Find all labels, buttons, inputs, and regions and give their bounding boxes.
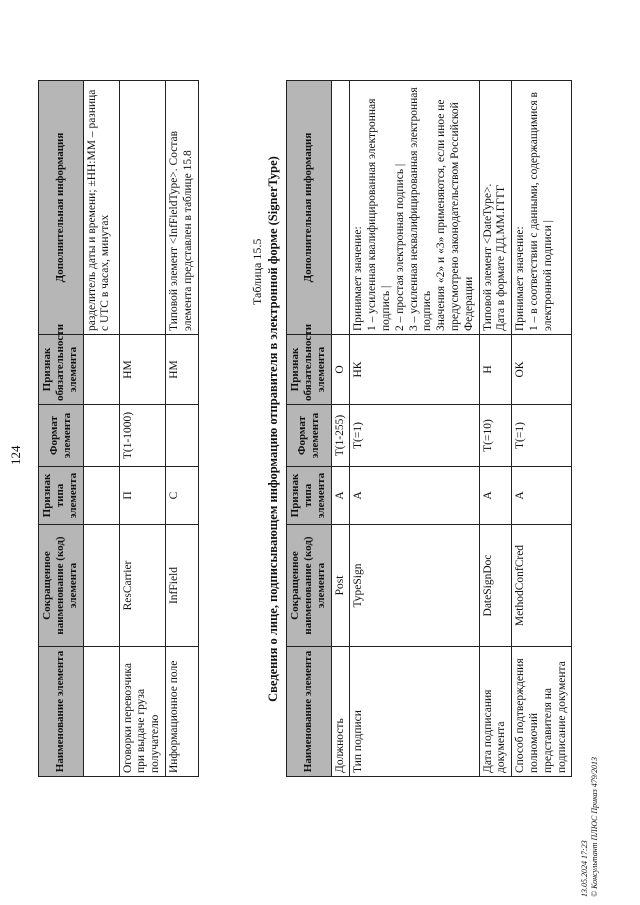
header-cell: Наименование элемента [39, 647, 84, 777]
table-row [512, 81, 572, 777]
element-type: А [350, 467, 479, 525]
element-format: T(=10) [479, 405, 512, 467]
element-format [165, 405, 198, 467]
element-code: DateSignDoc [479, 525, 512, 647]
info-cell: Типовой элемент <InfFieldType>. Состав элемента представлен в таблице 15.8 [165, 81, 198, 335]
header-cell: Признак обязательности элемента [39, 335, 84, 405]
element-type: С [165, 467, 198, 525]
element-type: П [119, 467, 165, 525]
table-header-row [39, 81, 84, 777]
header-cell: Дополнительная информация [287, 81, 332, 335]
header-cell: Признак типа элемента [39, 467, 84, 525]
info-cell [119, 81, 165, 335]
element-req: НМ [119, 335, 165, 405]
element-code: MethodConfCred [512, 525, 572, 647]
element-name: Должность [331, 647, 350, 777]
header-cell: Формат элемента [287, 405, 332, 467]
header-cell: Сокращенное наименование (код) элемента [287, 525, 332, 647]
info-cell: разделитель даты и времени; ±HH:MM – разница с UTC в часах, минутах [83, 81, 119, 335]
element-type: А [479, 467, 512, 525]
info-cell: Принимает значение: 1 – в соответствии с данными, содержащимися в электронной подписи | [512, 81, 572, 335]
element-name: Оговорки перевозчика при выдаче груза получателю [119, 647, 165, 777]
element-req: О [331, 335, 350, 405]
table-header-row [287, 81, 332, 777]
element-code: TypeSign [350, 525, 479, 647]
element-req: НМ [165, 335, 198, 405]
element-req: ОК [512, 335, 572, 405]
header-cell: Дополнительная информация [39, 81, 84, 335]
table-title: Сведения о лице, подписывающем информацию отправителя в электронной форме (SignerType) [266, 156, 280, 702]
element-name: Информационное поле [165, 647, 198, 777]
header-cell: Формат элемента [39, 405, 84, 467]
info-cell [331, 81, 350, 335]
element-format: T(1-255) [331, 405, 350, 467]
element-format: T(=1) [512, 405, 572, 467]
table-continued [38, 80, 199, 777]
element-name: Способ подтверждения полномочий представителя на подписание документа [512, 647, 572, 777]
element-code: ResCarrier [119, 525, 165, 647]
element-type: А [331, 467, 350, 525]
element-code: Post [331, 525, 350, 647]
table-caption: Таблица 15.5 [250, 238, 264, 305]
element-type: А [512, 467, 572, 525]
print-stamp: 13.05.2024 17:23 © Консультант ПЛЮС Приказ 479/2013 [580, 757, 599, 897]
element-req: НК [350, 335, 479, 405]
element-code: InfField [165, 525, 198, 647]
element-name: Дата подписания документа [479, 647, 512, 777]
signer-type-table [286, 80, 572, 777]
table-row [479, 81, 512, 777]
header-cell: Наименование элемента [287, 647, 332, 777]
table-row [165, 81, 198, 777]
table-row [331, 81, 350, 777]
table-row [350, 81, 479, 777]
table-row [119, 81, 165, 777]
header-cell: Сокращенное наименование (код) элемента [39, 525, 84, 647]
element-format: T(1-1000) [119, 405, 165, 467]
info-cell: Типовой элемент <DateType>. Дата в формате ДД.ММ.ГГГГ [479, 81, 512, 335]
info-cell: Принимает значение: 1 – усиленная квалифицированная электронная подпись | 2 – простая электронная подпись | 3 – усиленная неквалифицированная электронная подпись Значения «2» и «3» применяются, если иное не предусмотрено законодательством Российской Федерации [350, 81, 479, 335]
element-req: Н [479, 335, 512, 405]
element-format: T(=1) [350, 405, 479, 467]
table-row [83, 81, 119, 777]
header-cell: Признак обязательности элемента [287, 335, 332, 405]
page-number: 124 [8, 445, 23, 465]
element-name: Тип подписи [350, 647, 479, 777]
header-cell: Признак типа элемента [287, 467, 332, 525]
